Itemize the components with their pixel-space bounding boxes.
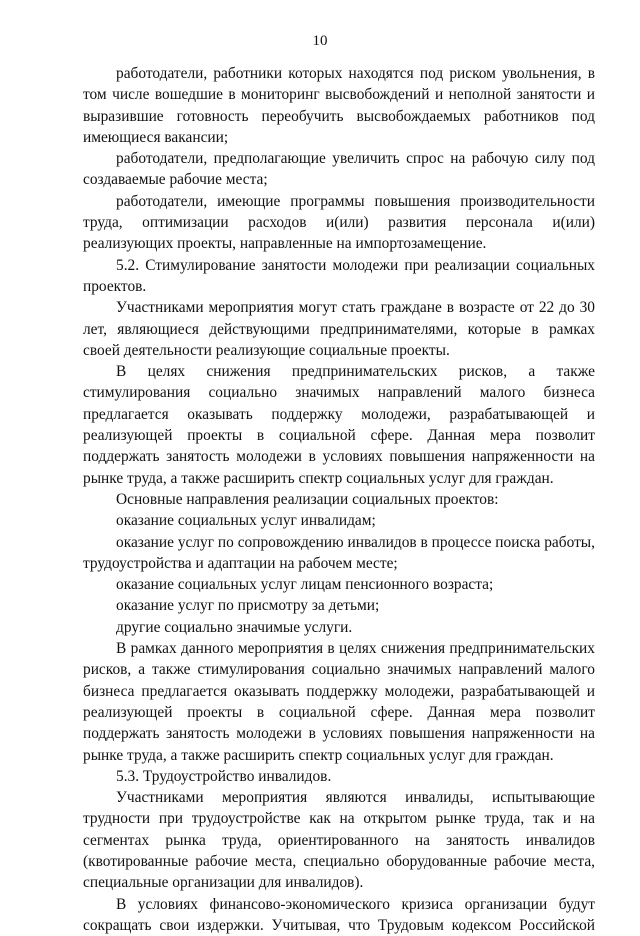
paragraph-crisis: В условиях финансово-экономического кризиса организации будут сокращать свои издержки. Учитывая, что Трудовым кодексом Российской (83, 895, 595, 934)
paragraph-risk-reduction: В целях снижения предпринимательских рисков, а также стимулирования социально значимых направлений малого бизнеса предлагается оказывать поддержку молодежи, разрабатывающей и реализующей проекты в социальной сфере. Данная мера позволит поддержать занятость молодежи в условиях повышения напряженности на рынке труда, а также расширить спектр социальных услуг для граждан. (83, 363, 595, 487)
paragraph-participants-youth: Участниками мероприятия могут стать граждане в возрасте от 22 до 30 лет, являющиеся действующими предпринимателями, которые в рамках своей деятельности реализующие социальные проекты. (83, 299, 595, 359)
list-item-pension-services: оказание социальных услуг лицам пенсионного возраста; (116, 576, 494, 594)
paragraph-employers-productivity: работодатели, имеющие программы повышения производительности труда, оптимизации расходов и(или) развития персонала и(или) реализующих проекты, направленные на импортозамещение. (83, 192, 595, 253)
section-heading-5-2: 5.2. Стимулирование занятости молодежи при реализации социальных проектов. (83, 256, 595, 295)
list-item-childcare: оказание услуг по присмотру за детьми; (116, 597, 380, 615)
paragraph-participants-disabled: Участниками мероприятия являются инвалиды, испытывающие трудности при трудоустройстве как на открытом рынке труда, так и на сегментах рынка труда, ориентированного на занятость инвалидов (квотированные рабочие места, специально оборудованные рабочие места, специальные организации для инвалидов). (83, 789, 595, 892)
list-item-job-support: оказание услуг по сопровождению инвалидов в процессе поиска работы, трудоустройства и адаптации на рабочем месте; (83, 533, 595, 572)
page-body (83, 63, 595, 936)
list-item-disabled-services: оказание социальных услуг инвалидам; (116, 512, 376, 530)
section-heading-5-3: 5.3. Трудоустройство инвалидов. (116, 767, 332, 785)
paragraph-directions-intro: Основные направления реализации социальных проектов: (116, 490, 499, 508)
page-number: 10 (312, 33, 328, 49)
paragraph-employers-risk: работодатели, работники которых находятся под риском увольнения, в том числе вошедшие в мониторинг высвобождений и неполной занятости и выразившие готовность переобучить высвобождаемых работников под имеющиеся вакансии; (83, 65, 595, 146)
list-item-other-services: другие социально значимые услуги. (116, 618, 353, 636)
paragraph-measure-support: В рамках данного мероприятия в целях снижения предпринимательских рисков, а также стимулирования социально значимых направлений малого бизнеса предлагается оказывать поддержку молодежи, разрабатывающей и реализующей проекты в социальной сфере. Данная мера позволит поддержать занятость молодежи в условиях повышения напряженности на рынке труда, а также расширить спектр социальных услуг для граждан. (83, 640, 595, 764)
paragraph-employers-demand: работодатели, предполагающие увеличить спрос на рабочую силу под создаваемые рабочие места; (83, 150, 595, 189)
